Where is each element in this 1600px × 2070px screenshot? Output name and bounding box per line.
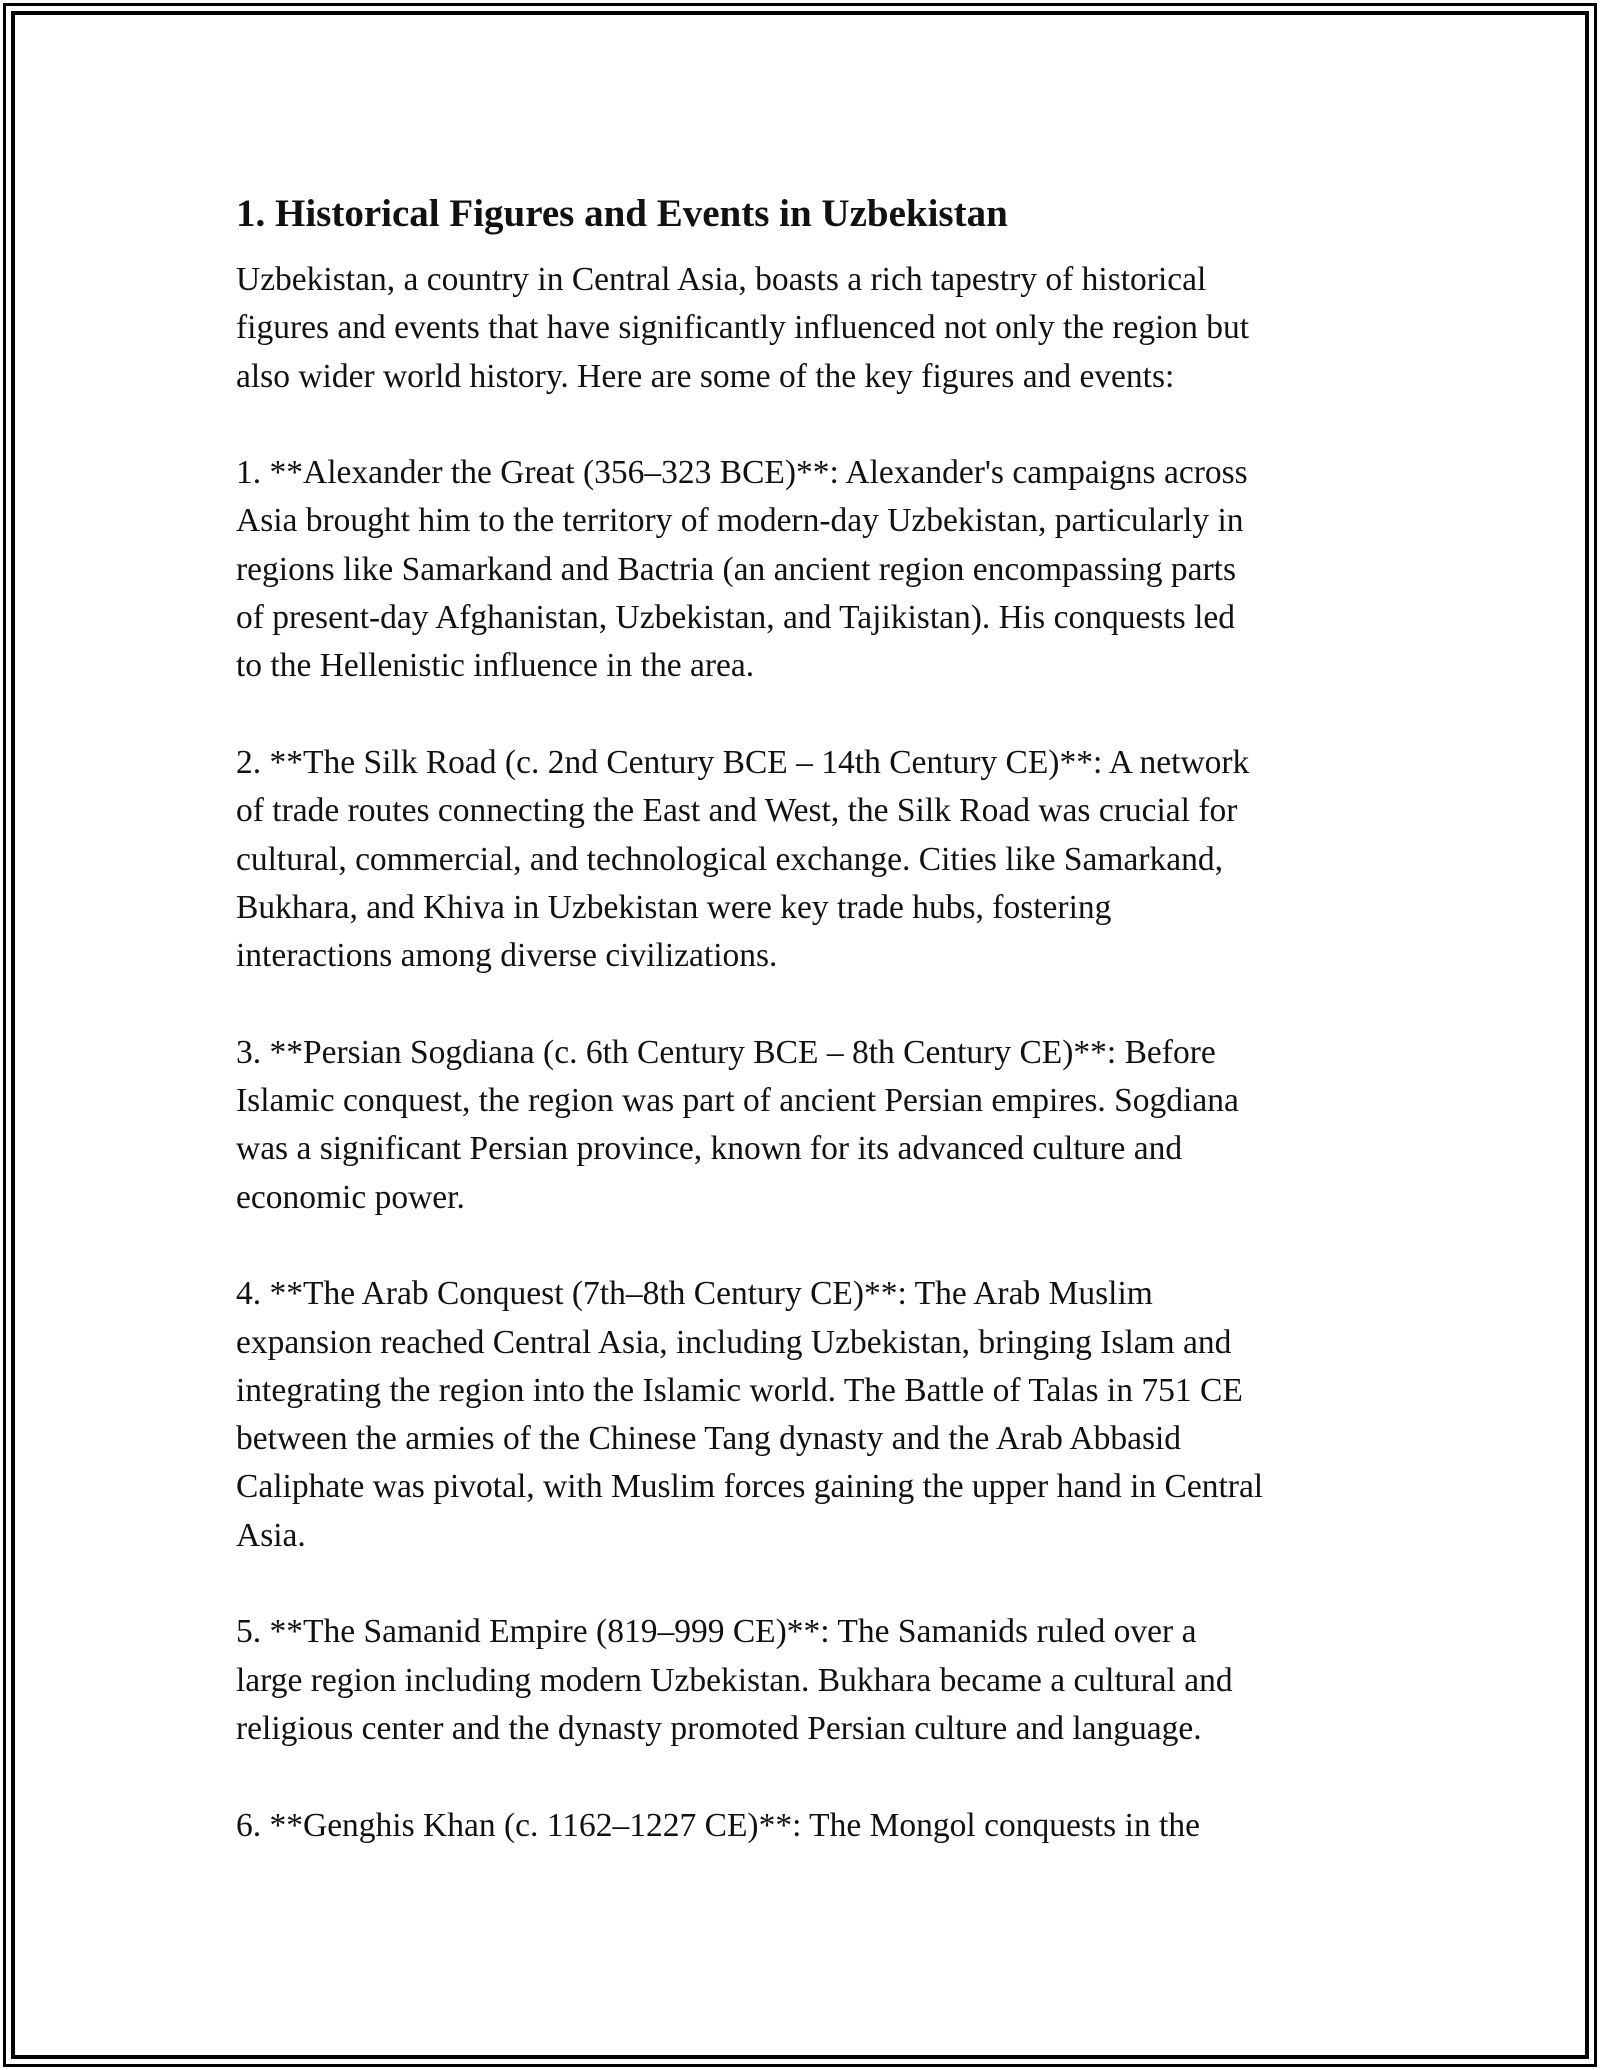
paragraph-sogdiana [236,1029,1366,1222]
text-line: 6. **Genghis Khan (c. 1162–1227 CE)**: The Mongol conquests in the [236,1806,1200,1844]
text-line: expansion reached Central Asia, including Uzbekistan, bringing Islam and [236,1323,1232,1361]
paragraph-alexander [236,449,1366,690]
text-line: also wider world history. Here are some of the key figures and events: [236,357,1175,395]
text-line: large region including modern Uzbekistan. Bukhara became a cultural and [236,1661,1233,1699]
document-body [236,256,1366,1850]
text-line: integrating the region into the Islamic world. The Battle of Talas in 751 CE [236,1371,1243,1409]
text-line: 4. **The Arab Conquest (7th–8th Century CE)**: The Arab Muslim [236,1275,1153,1313]
text-line: figures and events that have significantly influenced not only the region but [236,309,1250,347]
text-line: 2. **The Silk Road (c. 2nd Century BCE – 14th Century CE)**: A network [236,743,1250,781]
text-line: Islamic conquest, the region was part of ancient Persian empires. Sogdiana [236,1082,1239,1120]
text-line: of trade routes connecting the East and West, the Silk Road was crucial for [236,792,1238,830]
text-line: between the armies of the Chinese Tang dynasty and the Arab Abbasid [236,1420,1182,1458]
document-title: 1. Historical Figures and Events in Uzbekistan [236,192,1008,235]
text-line: 5. **The Samanid Empire (819–999 CE)**: The Samanids ruled over a [236,1613,1197,1651]
paragraph-genghis-khan [236,1802,1366,1850]
text-line: interactions among diverse civilizations. [236,937,778,975]
text-line: 3. **Persian Sogdiana (c. 6th Century BCE – 8th Century CE)**: Before [236,1033,1216,1071]
text-line: Asia brought him to the territory of modern-day Uzbekistan, particularly in [236,502,1244,540]
text-line: Uzbekistan, a country in Central Asia, boasts a rich tapestry of historical [236,261,1207,298]
text-line: economic power. [236,1178,465,1216]
text-line: Asia. [236,1516,306,1554]
paragraph-intro [236,256,1366,401]
document-content [236,182,1366,1898]
paragraph-arab-conquest [236,1270,1366,1560]
text-line: to the Hellenistic influence in the area. [236,647,755,685]
text-line: was a significant Persian province, known for its advanced culture and [236,1130,1183,1168]
paragraph-samanid [236,1608,1366,1753]
text-line: regions like Samarkand and Bactria (an ancient region encompassing parts [236,550,1237,588]
text-line: of present-day Afghanistan, Uzbekistan, and Tajikistan). His conquests led [236,599,1236,637]
paragraph-silk-road [236,739,1366,980]
text-line: Bukhara, and Khiva in Uzbekistan were key trade hubs, fostering [236,888,1112,926]
text-line: religious center and the dynasty promoted Persian culture and language. [236,1709,1202,1747]
text-line: cultural, commercial, and technological exchange. Cities like Samarkand, [236,840,1223,878]
text-line: 1. **Alexander the Great (356–323 BCE)**: Alexander's campaigns across [236,454,1248,492]
text-line: Caliphate was pivotal, with Muslim forces gaining the upper hand in Central [236,1468,1264,1506]
